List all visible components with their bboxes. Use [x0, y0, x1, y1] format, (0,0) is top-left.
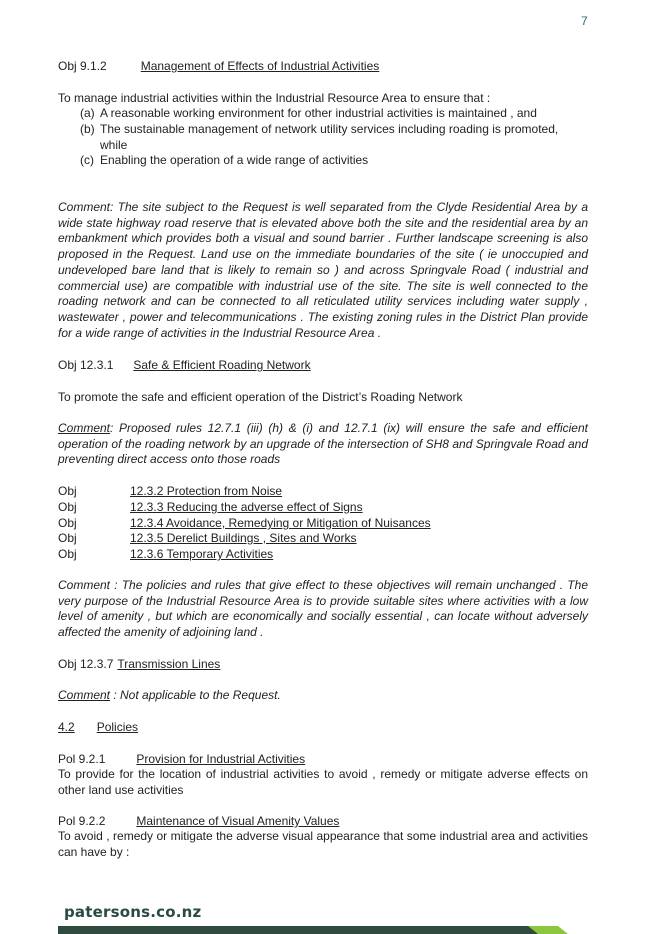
obj-912-code: Obj 9.1.2 [58, 59, 107, 73]
comment-paragraph-3: Comment : The policies and rules that give effect to these objectives will remain unchanged . The very purpose of the Industrial Resource Area is to provide suitable sites where activities with a low level of amenity , but which are economically and socially essential , can locate without adversely affected the amenity of adjoining land . [58, 578, 588, 640]
page-number: 7 [581, 14, 588, 28]
footer-bar [58, 926, 645, 934]
pol-921-title: Provision for Industrial Activities [136, 752, 306, 766]
obj-1231-title: Safe & Efficient Roading Network [133, 358, 311, 372]
list-label: (c) [80, 153, 94, 167]
obj-list-item [58, 531, 357, 546]
pol-922-title: Maintenance of Visual Amenity Values [136, 814, 340, 828]
list-text: The sustainable management of network utility services including roading is promoted, while [100, 122, 559, 152]
comment-lead: Comment [58, 688, 111, 702]
obj-value: 12.3.3 Reducing the adverse effect of Signs [130, 500, 363, 514]
list-item [80, 153, 588, 169]
promote-text: To promote the safe and efficient operation of the District’s Roading Network [58, 390, 463, 404]
obj-key: Obj [58, 516, 77, 530]
obj-912-title: Management of Effects of Industrial Activities [140, 59, 380, 73]
comment-paragraph-1: Comment: The site subject to the Request is well separated from the Clyde Residential Area by a wide state highway road reserve that is elevated above both the site and the residential area by an embankment which provides both a visual and sound barrier . Further landscape screening is also proposed in the Request. Land use on the immediate boundaries of the site ( ie unoccupied and undeveloped bare land that is likely to remain so ) and across Springvale Road ( industrial and commercial use) are compatible with industrial use of the site. The site is well connected to the roading network and can be connected to all reticulated utility services including water supply , wastewater , power and telecommunications . The existing zoning rules in the District Plan provide for a wide range of activities in the Industrial Resource Area . [58, 200, 588, 340]
comment-text: : Not applicable to the Request. [110, 688, 281, 702]
comment-text: : Proposed rules 12.7.1 (iii) (h) & (i) and 12.7.1 (ix) will ensure the safe and efficient operation of the roading network by an upgrade of the intersection of SH8 and Springvale Road and preventing direct access onto those roads [58, 421, 588, 467]
list-text: A reasonable working environment for other industrial activities is maintained , and [100, 106, 537, 120]
obj-value: 12.3.2 Protection from Noise [130, 484, 283, 498]
obj-value: 12.3.6 Temporary Activities [130, 547, 274, 561]
section-title: Policies [96, 720, 139, 734]
pol-921-text: To provide for the location of industrial activities to avoid , remedy or mitigate adverse effects on other land use activities [58, 767, 588, 797]
intro-text: To manage industrial activities within the Industrial Resource Area to ensure that : [58, 91, 491, 105]
list-label: (a) [80, 106, 95, 120]
comment-lead: Comment [58, 421, 111, 435]
list-item [80, 106, 588, 122]
pol-922-code: Pol 9.2.2 [58, 814, 106, 828]
obj-1237-heading [58, 657, 220, 672]
list-item [80, 122, 588, 153]
obj-value: 12.3.4 Avoidance, Remedying or Mitigation of Nuisances [130, 516, 431, 530]
obj-key: Obj [58, 500, 77, 514]
section-heading-4-2 [58, 720, 138, 735]
obj-1231-code: Obj 12.3.1 [58, 358, 114, 372]
obj-list-item [58, 547, 273, 562]
comment-paragraph-2 [58, 421, 588, 468]
footer-bar-dark [58, 926, 538, 934]
obj-912-heading [58, 59, 379, 74]
list-label: (b) [80, 122, 95, 136]
comment-paragraph-4 [58, 688, 588, 704]
pol-921-code: Pol 9.2.1 [58, 752, 106, 766]
obj-1237-title: Transmission Lines [117, 657, 221, 671]
obj-1237-code: Obj 12.3.7 [58, 657, 114, 671]
obj-list-item [58, 500, 363, 515]
pol-921-heading [58, 752, 305, 767]
footer-logo: patersons.co.nz [64, 903, 202, 921]
obj-key: Obj [58, 531, 77, 545]
pol-922-heading [58, 814, 339, 829]
obj-1231-heading [58, 358, 311, 373]
obj-list-item [58, 516, 431, 531]
obj-key: Obj [58, 484, 77, 498]
obj-value: 12.3.5 Derelict Buildings , Sites and Works [130, 531, 357, 545]
obj-key: Obj [58, 547, 77, 561]
section-number: 4.2 [58, 720, 75, 734]
obj-list-item [58, 484, 282, 499]
pol-922-text: To avoid , remedy or mitigate the adverse visual appearance that some industrial area and activities can have by : [58, 829, 588, 859]
list-text: Enabling the operation of a wide range of activities [100, 153, 369, 167]
